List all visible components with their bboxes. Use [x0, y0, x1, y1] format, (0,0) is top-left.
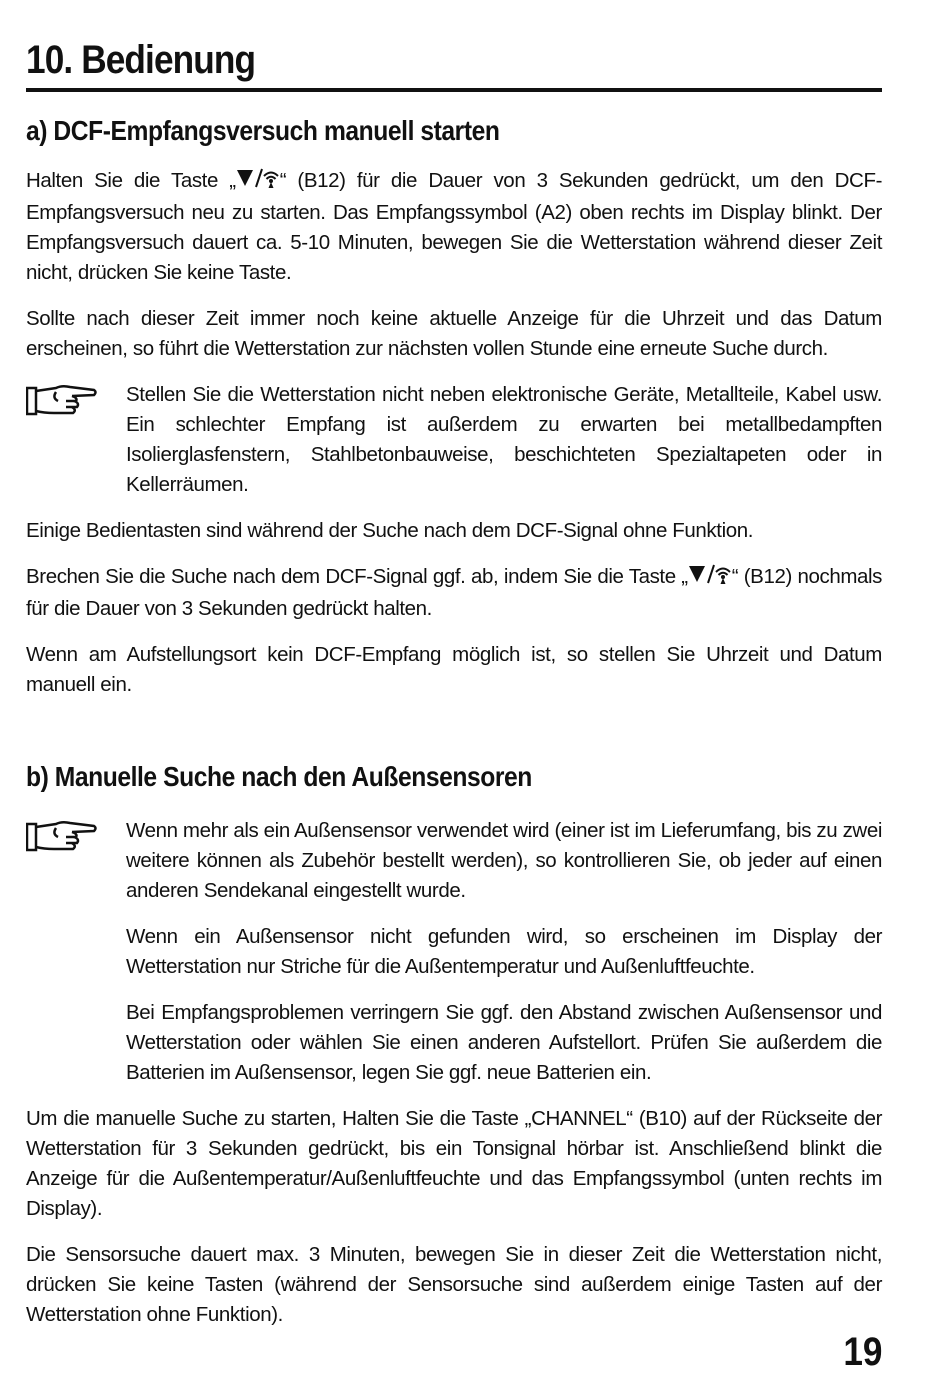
section-b-note-text-3: Bei Empfangsproblemen verringern Sie ggf. den Abstand zwischen Außensensor und Wetterstation oder wählen Sie einen anderen Aufstellort. Prüfen Sie außerdem die Batterien im Außensensor, legen Sie ggf. neue Batterien ein.: [126, 1001, 882, 1084]
title-rule: [26, 88, 882, 92]
section-a-heading: a) DCF-Empfangsversuch manuell starten: [26, 115, 500, 146]
section-a-paragraph-3: Einige Bedientasten sind während der Suche nach dem DCF-Signal ohne Funktion.: [26, 519, 754, 542]
page-content: [26, 34, 882, 1346]
section-b-note-text-1: Wenn mehr als ein Außensensor verwendet wird (einer ist im Lieferumfang, bis zu zwei weitere können als Zubehör bestellt werden), so kontrollieren Sie, ob jeder auf einen anderen Sendekanal eingestellt wurde.: [126, 819, 882, 902]
page-number: 19: [842, 1330, 882, 1374]
section-b-paragraph-1: Um die manuelle Suche zu starten, Halten Sie die Taste „CHANNEL“ (B10) auf der Rückseite der Wetterstation für 3 Sekunden gedrückt, bis ein Tonsignal hörbar ist. Anschließend blinkt die Anzeige für die Außentemperatur/Außenluftfeuchte und das Empfangssymbol (unten rechts im Display).: [26, 1107, 882, 1220]
page-title: 10. Bedienung: [26, 38, 256, 82]
section-a-paragraph-1: [26, 166, 882, 288]
section-b-paragraph-2: Die Sensorsuche dauert max. 3 Minuten, bewegen Sie in dieser Zeit die Wetterstation nicht, drücken Sie keine Tasten (während der Sensorsuche sind außerdem einige Tasten auf der Wetterstation ohne Funktion).: [26, 1243, 882, 1326]
section-a-note: [26, 380, 882, 516]
section-a-paragraph-2: Sollte nach dieser Zeit immer noch keine aktuelle Anzeige für die Uhrzeit und das Datum erscheinen, so führt die Wetterstation zur nächsten vollen Stunde eine erneute Suche durch.: [26, 307, 882, 360]
section-a-paragraph-5: Wenn am Aufstellungsort kein DCF-Empfang möglich ist, so stellen Sie Uhrzeit und Datum manuell ein.: [26, 643, 882, 696]
text-segment: Brechen Sie die Suche nach dem DCF-Signal ggf. ab, indem Sie die Taste „: [26, 565, 688, 588]
text-segment: “ (B12) nochmals für die Dauer von 3 Sekunden gedrückt halten.: [26, 565, 882, 620]
pointing-hand-icon: [26, 816, 126, 857]
section-b-note: [26, 816, 882, 1104]
pointing-hand-icon: [26, 380, 126, 421]
section-a-note-text: Stellen Sie die Wetterstation nicht neben elektronische Geräte, Metallteile, Kabel usw. Ein schlechter Empfang ist außerdem zu erwarten bei metallbedampften Isolierglasfenstern, Stahlbetonbauweise, beschichteten Spezialtapeten oder in Kellerräumen.: [126, 383, 882, 496]
section-b-note-text-2: Wenn ein Außensensor nicht gefunden wird, so erscheinen im Display der Wetterstation nur Striche für die Außentemperatur und Außenluftfeuchte.: [126, 925, 882, 978]
text-segment: “ (B12) für die Dauer von 3 Sekunden gedrückt, um den DCF-Empfangsversuch neu zu starten. Das Empfangssymbol (A2) oben rechts im Display blinkt. Der Empfangsversuch dauert ca. 5-10 Minuten, bewegen Sie die Wetterstation während dieser Zeit nicht, drücken Sie keine Taste.: [26, 169, 882, 284]
text-segment: Halten Sie die Taste „: [26, 169, 236, 192]
down-antenna-key-icon: [688, 563, 732, 594]
section-a-paragraph-4: [26, 562, 882, 624]
down-antenna-key-icon: [236, 167, 280, 198]
section-b-heading: b) Manuelle Suche nach den Außensensoren: [26, 761, 532, 792]
